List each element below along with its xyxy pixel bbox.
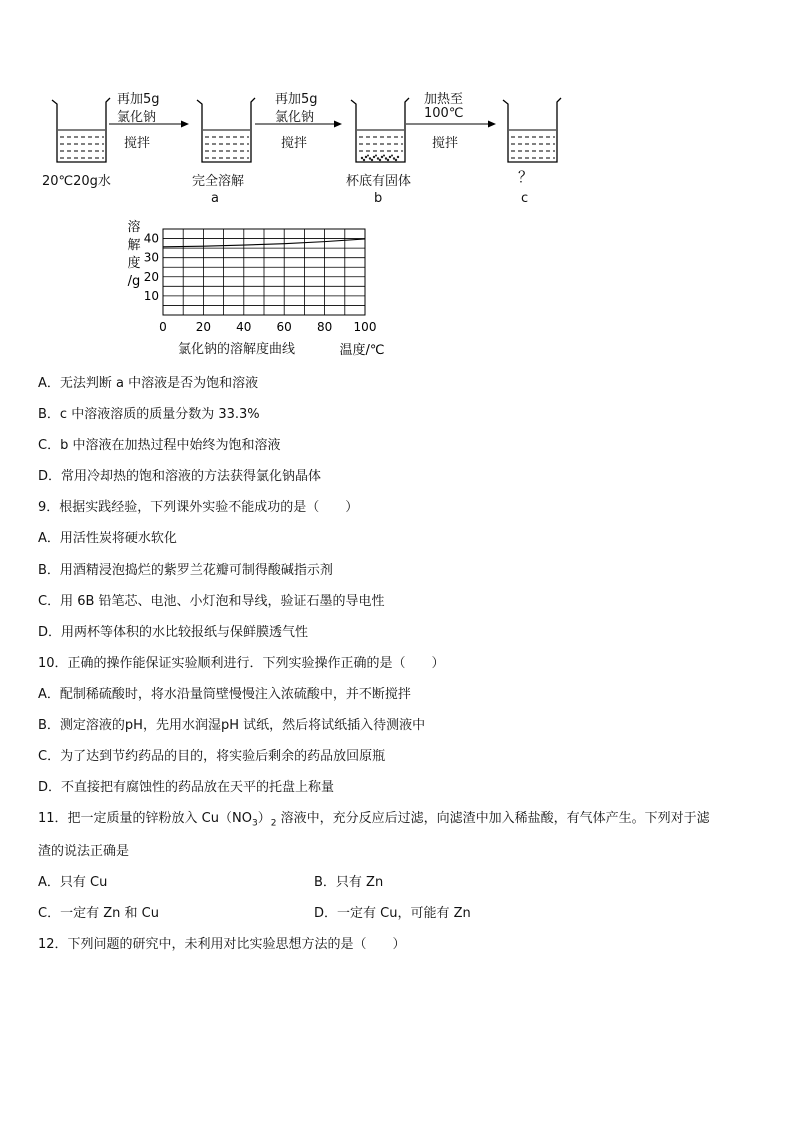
q10-option-b: B．测定溶液的pH，先用水润湿pH 试纸，然后将试纸插入待测液中 [38,718,426,733]
beaker1-caption: 完全溶解 [192,174,245,189]
q11-stem-line2: 渣的说法正确是 [38,844,130,859]
beaker3-caption: ？ [518,168,534,186]
beaker-c [503,98,561,162]
q8-option-a: A．无法判断 a 中溶液是否为饱和溶液 [38,376,259,391]
y-tick-label: 30 [143,250,159,265]
x-tick-label: 40 [236,320,252,334]
step3-line2: 100℃ [424,106,464,121]
beaker3-label: c [521,191,529,206]
beaker-water [52,98,110,162]
y-axis-label-char: /g [127,274,141,289]
beaker2-caption: 杯底有固体 [346,174,412,189]
q10-option-d: D．不直接把有腐蚀性的药品放在天平的托盘上称量 [38,780,335,795]
q11-stem-line1 [38,811,710,832]
q11-stem-part-a: 11．把一定质量的锌粉放入 Cu（NO [38,811,252,826]
q11-option-a: A．只有 Cu [38,875,108,890]
step2-line3: 搅拌 [281,136,308,151]
y-tick-label: 10 [143,288,159,303]
q10-option-a: A．配制稀硫酸时，将水沿量筒壁慢慢注入浓硫酸中，并不断搅拌 [38,687,411,702]
arrow-step3 [406,121,496,128]
beaker2-label: b [374,191,383,206]
step3-line1: 加热至 [424,92,464,107]
x-tick-label: 60 [276,320,292,334]
q8-option-d: D．常用冷却热的饱和溶液的方法获得氯化钠晶体 [38,469,322,484]
q11-option-c: C．一定有 Zn 和 Cu [38,906,159,921]
x-tick-label: 100 [353,320,377,334]
q11-paren: ） [257,811,271,826]
q9-stem: 9．根据实践经验，下列课外实验不能成功的是（ ） [38,500,359,515]
y-axis-label-char: 溶 [127,220,141,235]
beaker1-label: a [211,191,219,206]
step3-line3: 搅拌 [432,136,459,151]
x-axis-label: 温度/℃ [339,343,385,358]
q10-stem: 10．正确的操作能保证实验顺利进行．下列实验操作正确的是（ ） [38,656,445,671]
undissolved-solid [361,155,399,162]
beaker-a [197,98,255,162]
step1-line1: 再加5g [117,92,160,107]
x-tick-label: 0 [159,320,167,334]
q8-option-c: C．b 中溶液在加热过程中始终为饱和溶液 [38,438,281,453]
q9-option-a: A．用活性炭将硬水软化 [38,531,177,546]
y-axis-label-char: 度 [127,256,141,271]
q11-subscript-2: 2 [270,818,277,829]
q11-subscript-3: 3 [251,818,258,829]
x-tick-label: 20 [195,320,212,334]
y-axis-label-char: 解 [127,238,141,253]
q9-option-d: D．用两杯等体积的水比较报纸与保鲜膜透气性 [38,625,309,640]
q9-option-c: C．用 6B 铅笔芯、电池、小灯泡和导线，验证石墨的导电性 [38,594,385,609]
q9-option-b: B．用酒精浸泡捣烂的紫罗兰花瓣可制得酸碱指示剂 [38,563,333,578]
q12-stem: 12．下列问题的研究中，未利用对比实验思想方法的是（ ） [38,937,406,952]
q11-option-b: B．只有 Zn [314,875,384,890]
q11-stem-part-b: 溶液中，充分反应后过滤，向滤渣中加入稀盐酸，有气体产生。下列对于滤 [276,811,710,826]
beaker0-caption: 20℃20g水 [42,174,111,189]
q10-option-c: C．为了达到节约药品的目的，将实验后剩余的药品放回原瓶 [38,749,386,764]
step1-line2: 氯化钠 [117,110,157,125]
step2-line1: 再加5g [275,92,318,107]
step2-line2: 氯化钠 [275,110,315,125]
chart-title: 氯化钠的溶解度曲线 [178,342,296,357]
x-tick-label: 80 [316,320,333,334]
y-tick-label: 40 [143,231,159,246]
q11-option-d: D．一定有 Cu，可能有 Zn [314,906,471,921]
beaker-b [351,98,409,162]
q8-option-b: B．c 中溶液溶质的质量分数为 33.3% [38,407,260,422]
y-tick-label: 20 [143,269,159,284]
step1-line3: 搅拌 [124,136,151,151]
